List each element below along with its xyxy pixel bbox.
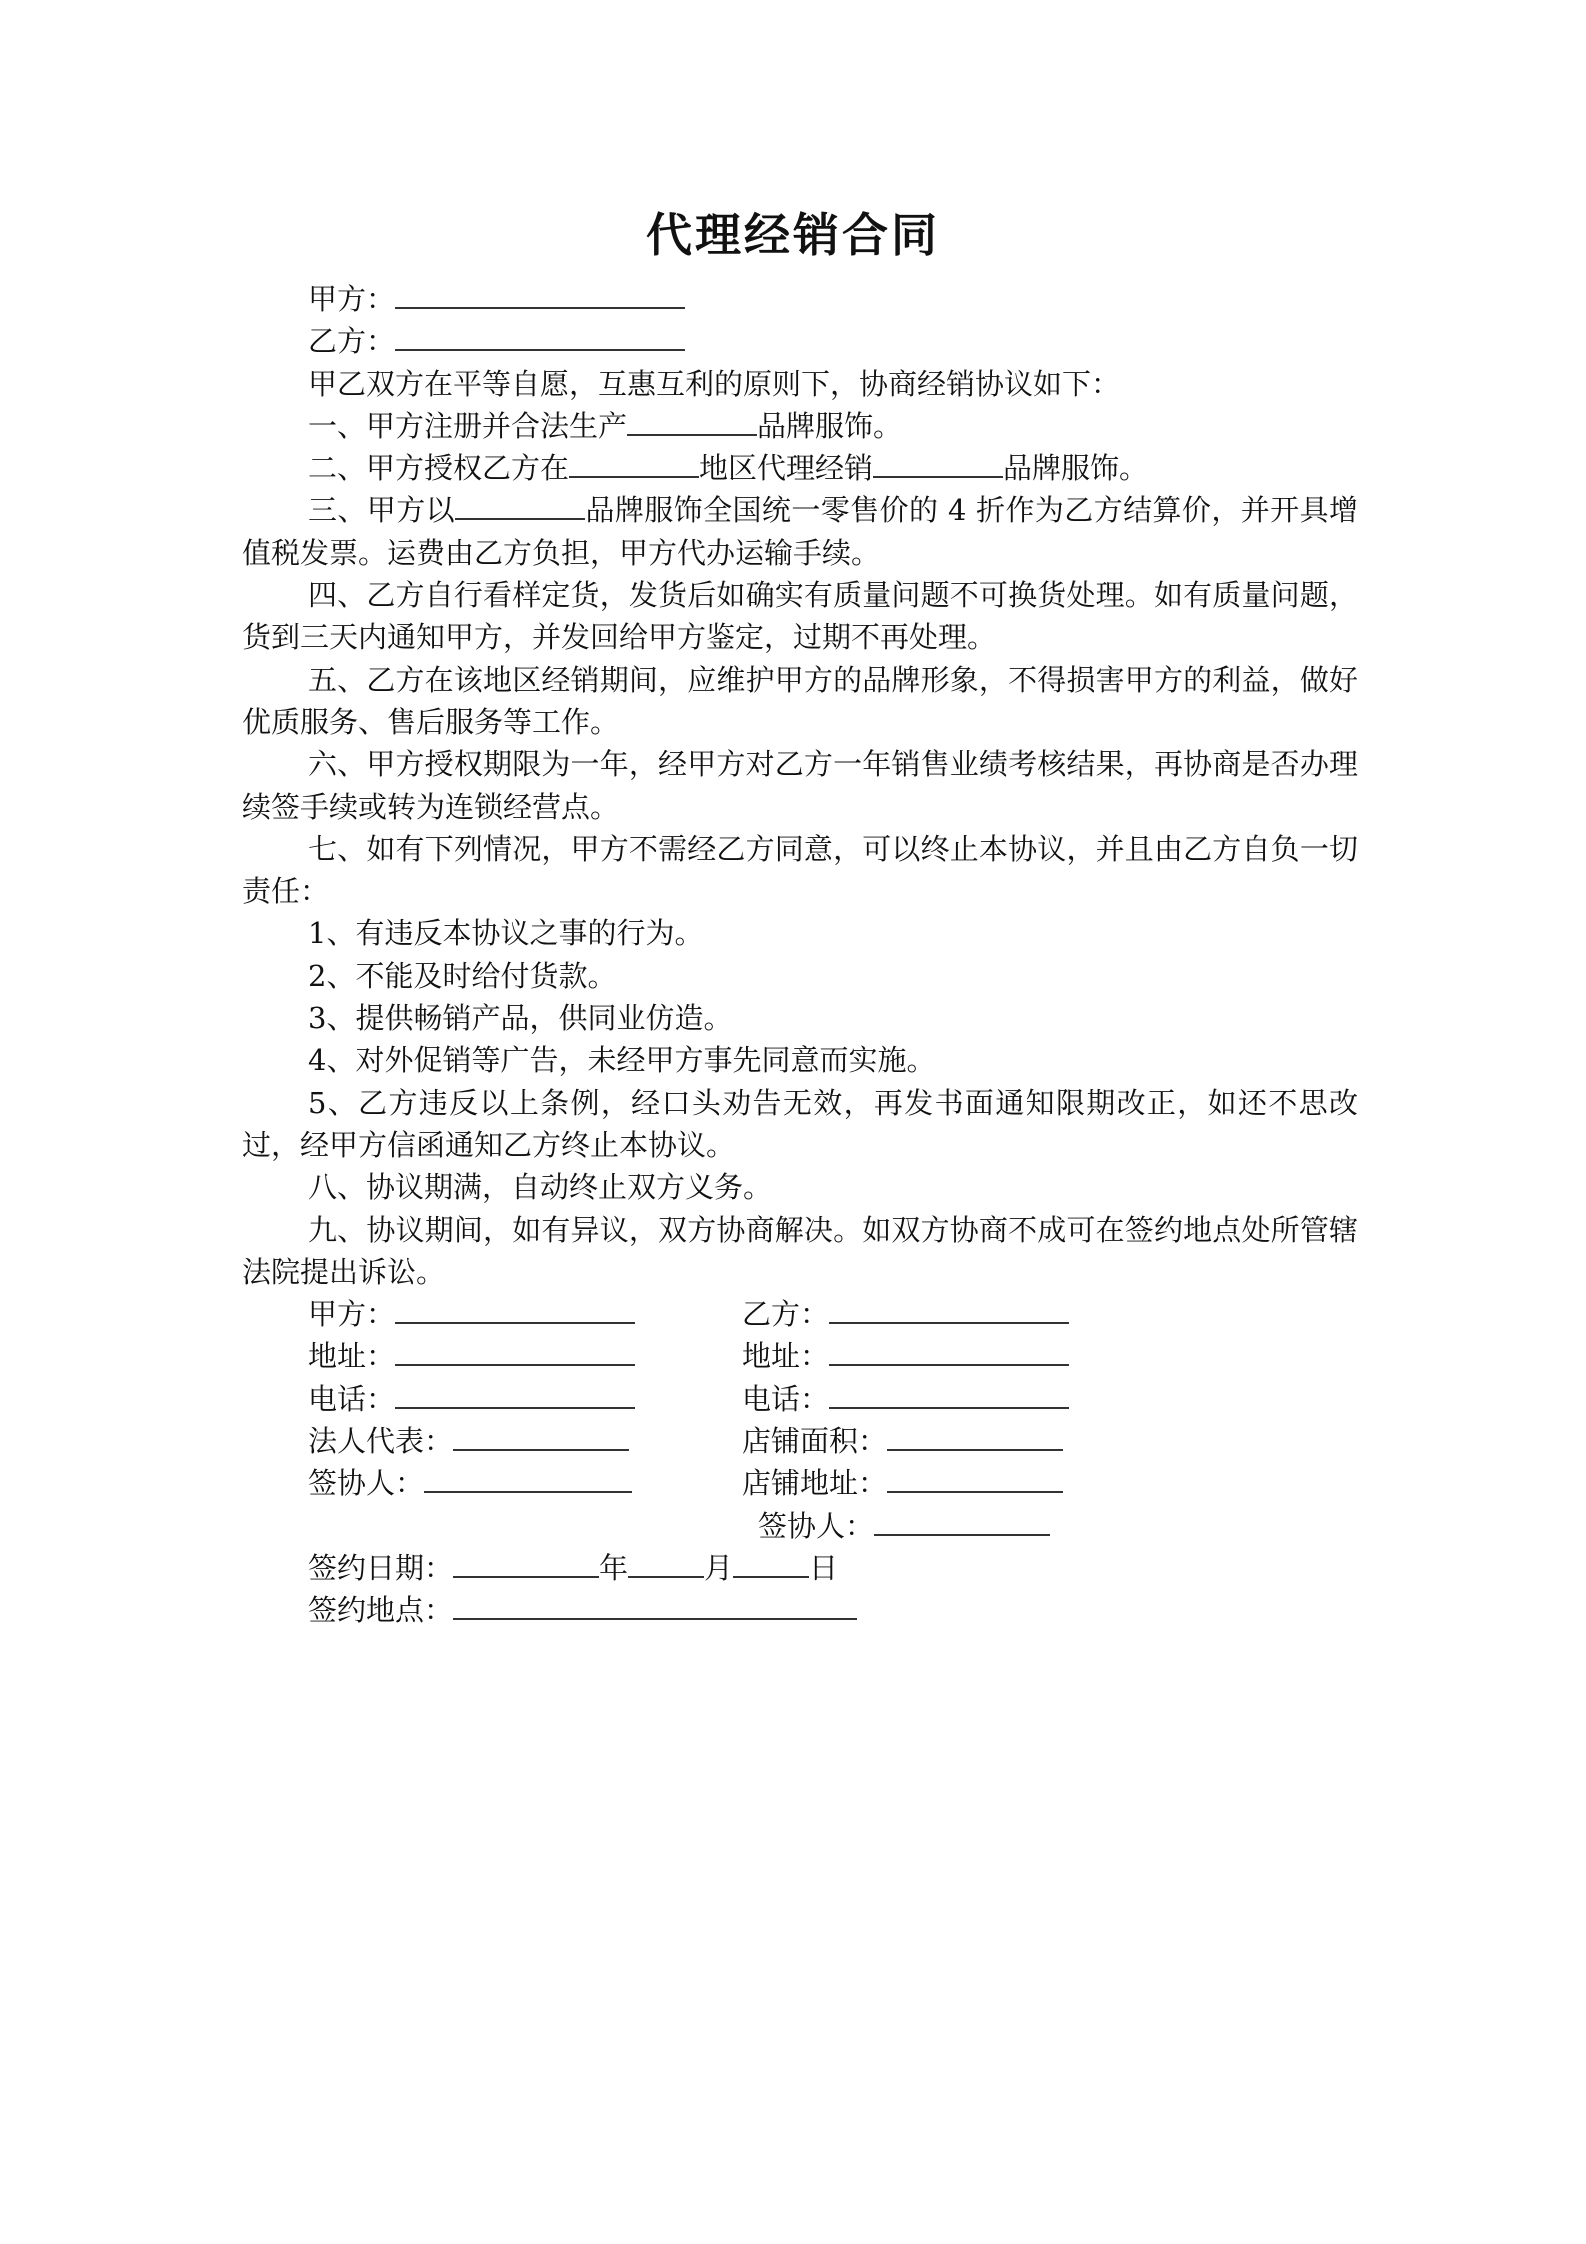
clause-7-item-1: 1、有违反本协议之事的行为。	[308, 916, 704, 951]
sig-b-address-label: 地址：	[742, 1339, 830, 1374]
signing-day-label: 日	[809, 1550, 839, 1585]
party-b-line	[242, 320, 1358, 362]
party-b-blank[interactable]	[395, 325, 685, 351]
sig-b-shop-area-label: 店铺面积：	[742, 1424, 888, 1459]
party-a-blank[interactable]	[395, 283, 685, 309]
signing-year-label: 年	[599, 1550, 629, 1585]
clause-3	[242, 489, 1358, 574]
clause-5: 五、乙方在该地区经销期间，应维护甲方的品牌形象，不得损害甲方的利益，做好优质服务、售后服务等工作。	[242, 662, 1358, 739]
signature-row-5	[242, 1462, 1358, 1504]
sig-b-address-blank[interactable]	[829, 1340, 1069, 1366]
clause-7: 七、如有下列情况，甲方不需经乙方同意，可以终止本协议，并且由乙方自负一切责任：	[242, 831, 1358, 909]
clause-7-item-5: 5、乙方违反以上条例，经口头劝告无效，再发书面通知限期改正，如还不思改过，经甲方信函通知乙方终止本协议。	[242, 1085, 1358, 1162]
sig-b-shop-address-blank[interactable]	[887, 1467, 1063, 1493]
party-a-line	[242, 278, 1358, 320]
sig-a-signer-label: 签协人：	[308, 1466, 425, 1501]
clause-4: 四、乙方自行看样定货，发货后如确实有质量问题不可换货处理。如有质量问题，货到三天内通知甲方，并发回给甲方鉴定，过期不再处理。	[242, 578, 1358, 655]
sig-a-address-label: 地址：	[308, 1339, 396, 1374]
signing-day-blank[interactable]	[733, 1552, 809, 1578]
brand-blank-2[interactable]	[873, 452, 1003, 478]
signing-date-label: 签约日期：	[308, 1550, 454, 1585]
clause-8: 八、协议期满，自动终止双方义务。	[308, 1170, 773, 1205]
sig-b-signer-label: 签协人：	[758, 1508, 875, 1543]
sig-b-party-label: 乙方：	[742, 1297, 830, 1332]
signing-place-blank[interactable]	[453, 1594, 857, 1620]
clause-7-item-3: 3、提供畅销产品，供同业仿造。	[308, 1001, 733, 1036]
signing-place-line	[242, 1589, 1358, 1631]
signing-month-label: 月	[704, 1550, 734, 1585]
sig-a-party-blank[interactable]	[395, 1298, 635, 1324]
sig-a-phone-blank[interactable]	[395, 1383, 635, 1409]
sig-a-signer-blank[interactable]	[424, 1467, 632, 1493]
signing-month-blank[interactable]	[628, 1552, 704, 1578]
clause-2	[242, 447, 1358, 489]
contract-body	[242, 278, 1358, 1632]
sig-b-shop-address-label: 店铺地址：	[742, 1466, 888, 1501]
signature-row-1	[242, 1293, 1358, 1335]
page-title: 代理经销合同	[646, 208, 940, 262]
clause-1-text-a: 一、甲方注册并合法生产	[308, 408, 628, 443]
clause-2-text-b: 地区代理经销	[699, 451, 874, 486]
signature-row-4	[242, 1420, 1358, 1462]
party-b-label: 乙方：	[308, 324, 396, 359]
brand-blank-3[interactable]	[455, 494, 585, 520]
signature-row-2	[242, 1335, 1358, 1377]
signing-year-blank[interactable]	[453, 1552, 599, 1578]
party-a-label: 甲方：	[308, 282, 396, 316]
clause-6: 六、甲方授权期限为一年，经甲方对乙方一年销售业绩考核结果，再协商是否办理续签手续或转为连锁经营点。	[242, 747, 1358, 824]
signature-row-3	[242, 1378, 1358, 1420]
signing-date-line	[242, 1547, 1358, 1589]
intro-paragraph: 甲乙双方在平等自愿，互惠互利的原则下，协商经销协议如下：	[308, 366, 1121, 401]
clause-3-text-b: 品牌服饰全国统一零售价的 4 折作为乙方结算价，并开具增值税发票。运费由乙方负担，甲方代办运输手续。	[242, 493, 1358, 570]
sig-b-phone-label: 电话：	[742, 1381, 830, 1416]
sig-b-phone-blank[interactable]	[829, 1383, 1069, 1409]
sig-b-shop-area-blank[interactable]	[887, 1425, 1063, 1451]
sig-a-legal-rep-blank[interactable]	[453, 1425, 629, 1451]
signing-place-label: 签约地点：	[308, 1593, 454, 1628]
sig-a-party-label: 甲方：	[308, 1297, 396, 1332]
clause-3-text-a: 三、甲方以	[308, 493, 456, 528]
clause-7-item-4: 4、对外促销等广告，未经甲方事先同意而实施。	[308, 1043, 936, 1078]
sig-a-legal-rep-label: 法人代表：	[308, 1424, 454, 1459]
clause-1-text-b: 品牌服饰。	[757, 408, 903, 443]
clause-2-text-a: 二、甲方授权乙方在	[308, 451, 570, 486]
region-blank[interactable]	[569, 452, 699, 478]
sig-a-phone-label: 电话：	[308, 1381, 396, 1416]
clause-2-text-c: 品牌服饰。	[1003, 451, 1149, 486]
sig-b-signer-blank[interactable]	[874, 1510, 1050, 1536]
brand-blank[interactable]	[627, 410, 757, 436]
sig-a-address-blank[interactable]	[395, 1340, 635, 1366]
clause-7-item-2: 2、不能及时给付货款。	[308, 958, 617, 993]
clause-9: 九、协议期间，如有异议，双方协商解决。如双方协商不成可在签约地点处所管辖法院提出诉讼。	[242, 1212, 1358, 1289]
sig-b-party-blank[interactable]	[829, 1298, 1069, 1324]
signature-row-6	[242, 1505, 1358, 1547]
clause-1	[242, 405, 1358, 447]
